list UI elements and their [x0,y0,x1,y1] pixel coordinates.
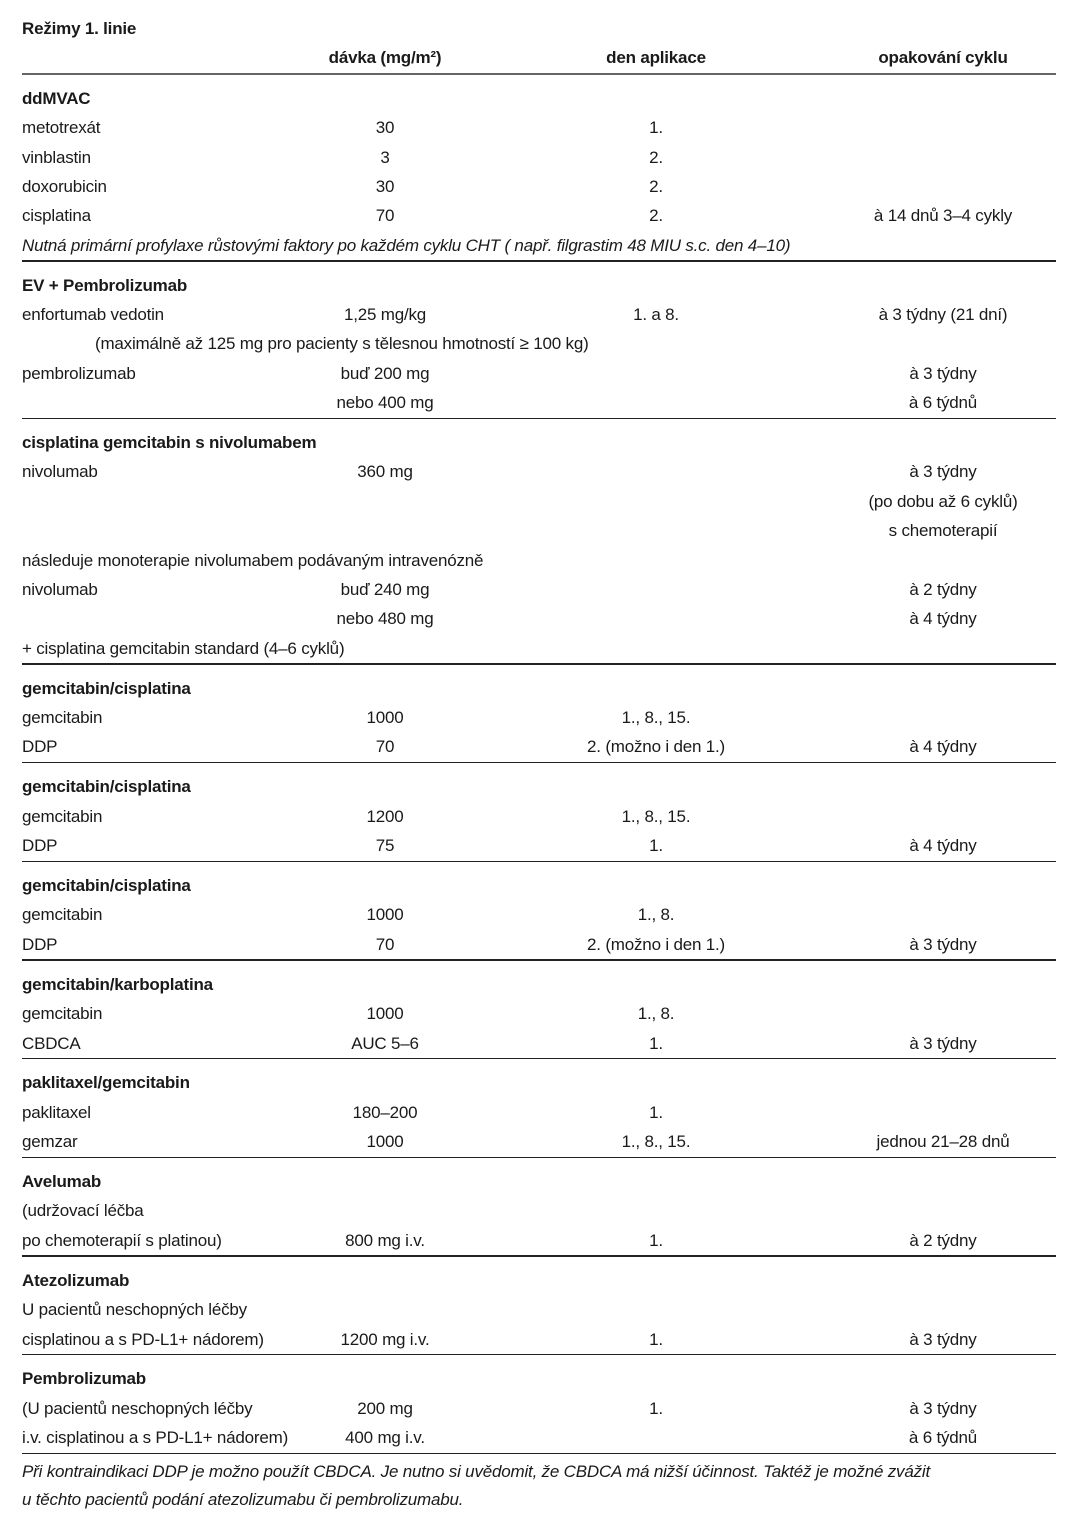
table-row [22,516,1056,545]
drug-name: enfortumab vedotin [22,305,164,325]
dose-cell: 800 mg i.v. [345,1230,425,1250]
table-row [22,1394,1056,1423]
table-row [22,900,1056,929]
footnote-line: Při kontraindikaci DDP je možno použít CBDCA. Je nutno si uvědomit, že CBDCA má nižší účinnost. Taktéž je možné zvážit [22,1462,931,1482]
table-row [22,575,1056,604]
regimen-remark: + cisplatina gemcitabin standard (4–6 cyklů) [22,638,345,658]
day-cell: 1. [649,1230,663,1250]
dose-cell: 360 mg [357,462,413,482]
table-row [22,1029,1056,1058]
day-cell: 1. [649,836,663,856]
table-row [22,143,1056,172]
repeat-cell: à 3 týdny [909,1329,977,1349]
table-row [22,172,1056,201]
regimen-title: cisplatina gemcitabin s nivolumabem [22,433,317,453]
regimen-title: gemcitabin/cisplatina [22,777,191,797]
table-row [22,999,1056,1028]
day-cell: 1. [649,1398,663,1418]
table-row [22,1226,1056,1255]
repeat-cell: à 3 týdny [909,1033,977,1053]
repeat-cell: à 3 týdny [909,934,977,954]
dose-cell: 180–200 [352,1102,418,1122]
regimen-title: gemcitabin/cisplatina [22,678,191,698]
dose-cell: 70 [375,206,395,226]
day-cell: 2. (možno i den 1.) [587,934,725,954]
day-cell: 1. [649,1102,663,1122]
header-day: den aplikace [606,48,706,68]
regimen-section [22,665,1056,762]
table-row [22,1098,1056,1127]
day-cell: 1., 8., 15. [621,708,691,728]
table-row [22,300,1056,329]
table-row [22,732,1056,761]
repeat-cell: à 6 týdnů [908,1428,978,1448]
table-row [22,802,1056,831]
dose-cell: AUC 5–6 [351,1033,419,1053]
table-row [22,359,1056,388]
drug-name: cisplatina [22,206,91,226]
regimen-section [22,1257,1056,1354]
drug-name: gemcitabin [22,905,103,925]
regimen-section [22,862,1056,959]
dose-cell: 75 [375,836,395,856]
repeat-cell: jednou 21–28 dnů [876,1132,1010,1152]
table-row [22,831,1056,860]
header-dose: dávka (mg/m²) [328,48,442,68]
repeat-cell: à 2 týdny [909,580,977,600]
drug-name: DDP [22,934,58,954]
regimen-note: Nutná primární profylaxe růstovými faktory po každém cyklu CHT ( např. filgrastim 48 MIU s.c. den 4–10) [22,235,791,255]
drug-name: nivolumab [22,580,98,600]
table-row [22,1295,1056,1324]
dose-cell: 30 [375,118,395,138]
table-row [22,388,1056,417]
drug-name: gemcitabin [22,1004,103,1024]
drug-name: po chemoterapií s platinou) [22,1230,222,1250]
regimen-title: Avelumab [22,1172,102,1192]
day-cell: 2. [649,176,663,196]
dose-cell: 3 [380,147,390,167]
footnote [22,1454,1056,1514]
header-repeat: opakování cyklu [878,48,1008,68]
dose-cell: 1000 [366,1132,404,1152]
dose-cell: nebo 400 mg [336,393,434,413]
table-title: Režimy 1. linie [22,19,137,38]
repeat-cell: à 4 týdny [909,609,977,629]
regimen-title: Pembrolizumab [22,1369,146,1389]
dose-cell: buď 200 mg [340,363,430,383]
regimen-title: gemcitabin/karboplatina [22,974,213,994]
regimen-section [22,1355,1056,1452]
dose-cell: 1000 [366,708,404,728]
day-cell: 1. [649,1033,663,1053]
repeat-cell: (po dobu až 6 cyklů) [868,491,1018,511]
table-row [22,703,1056,732]
repeat-cell: à 3 týdny (21 dní) [878,305,1008,325]
column-headers [22,43,1056,72]
regimen-title: gemcitabin/cisplatina [22,876,191,896]
repeat-cell: à 3 týdny [909,1398,977,1418]
regimen-table [22,14,1056,1514]
repeat-cell: à 4 týdny [909,836,977,856]
repeat-cell: à 3 týdny [909,363,977,383]
drug-name: cisplatinou a s PD-L1+ nádorem) [22,1329,264,1349]
dose-cell: 70 [375,737,395,757]
dose-cell: 1,25 mg/kg [343,305,427,325]
drug-name: i.v. cisplatinou a s PD-L1+ nádorem) [22,1428,289,1448]
dose-cell: 200 mg [357,1398,413,1418]
day-cell: 1. [649,1329,663,1349]
dose-cell: 30 [375,176,395,196]
dose-cell: nebo 480 mg [336,609,434,629]
footnote-line: u těchto pacientů podání atezolizumabu či pembrolizumabu. [22,1490,464,1510]
regimen-section [22,1059,1056,1156]
regimen-section [22,1158,1056,1255]
table-row [22,201,1056,230]
table-row [22,113,1056,142]
table-row [22,604,1056,633]
repeat-cell: à 6 týdnů [908,393,978,413]
day-cell: 2. [649,206,663,226]
drug-name: vinblastin [22,147,91,167]
table-row [22,457,1056,486]
drug-name: metotrexát [22,118,101,138]
dose-cell: 1000 [366,1004,404,1024]
repeat-cell: à 2 týdny [909,1230,977,1250]
drug-name: CBDCA [22,1033,81,1053]
table-row [22,930,1056,959]
regimen-title: paklitaxel/gemcitabin [22,1073,190,1093]
repeat-cell: à 4 týdny [909,737,977,757]
drug-name: (U pacientů neschopných léčby [22,1398,253,1418]
table-row [22,1196,1056,1225]
day-cell: 1., 8., 15. [621,806,691,826]
drug-name: DDP [22,836,58,856]
drug-name: doxorubicin [22,176,107,196]
repeat-cell: à 14 dnů 3–4 cykly [873,206,1013,226]
regimen-section [22,763,1056,860]
repeat-cell: s chemoterapií [888,521,998,541]
drug-name: (udržovací léčba [22,1201,144,1221]
drug-name: gemcitabin [22,708,103,728]
drug-name: pembrolizumab [22,363,136,383]
day-cell: 1. [649,118,663,138]
table-row [22,1325,1056,1354]
day-cell: 1., 8. [637,1004,675,1024]
drug-name: paklitaxel [22,1102,91,1122]
regimen-title: EV + Pembrolizumab [22,275,188,295]
day-cell: 1. a 8. [633,305,679,325]
dose-cell: 400 mg i.v. [345,1428,425,1448]
repeat-cell: à 3 týdny [909,462,977,482]
dose-cell: 70 [375,934,395,954]
dose-cell: 1200 mg i.v. [340,1329,430,1349]
drug-name: gemcitabin [22,806,103,826]
regimen-title: ddMVAC [22,88,91,108]
day-cell: 1., 8., 15. [621,1132,691,1152]
day-cell: 1., 8. [637,905,675,925]
table-row [22,487,1056,516]
table-row [22,1423,1056,1452]
regimen-remark: (maximálně až 125 mg pro pacienty s tělesnou hmotností ≥ 100 kg) [95,334,589,354]
drug-name: gemzar [22,1132,78,1152]
regimen-remark: následuje monoterapie nivolumabem podávaným intravenózně [22,550,484,570]
regimen-section [22,419,1056,663]
table-row [22,1127,1056,1156]
drug-name: DDP [22,737,58,757]
regimen-title: Atezolizumab [22,1270,130,1290]
regimen-section [22,75,1056,260]
regimen-section [22,961,1056,1058]
dose-cell: buď 240 mg [340,580,430,600]
day-cell: 2. (možno i den 1.) [587,737,725,757]
drug-name: U pacientů neschopných léčby [22,1300,247,1320]
dose-cell: 1000 [366,905,404,925]
regimen-section [22,262,1056,418]
dose-cell: 1200 [366,806,404,826]
drug-name: nivolumab [22,462,98,482]
day-cell: 2. [649,147,663,167]
